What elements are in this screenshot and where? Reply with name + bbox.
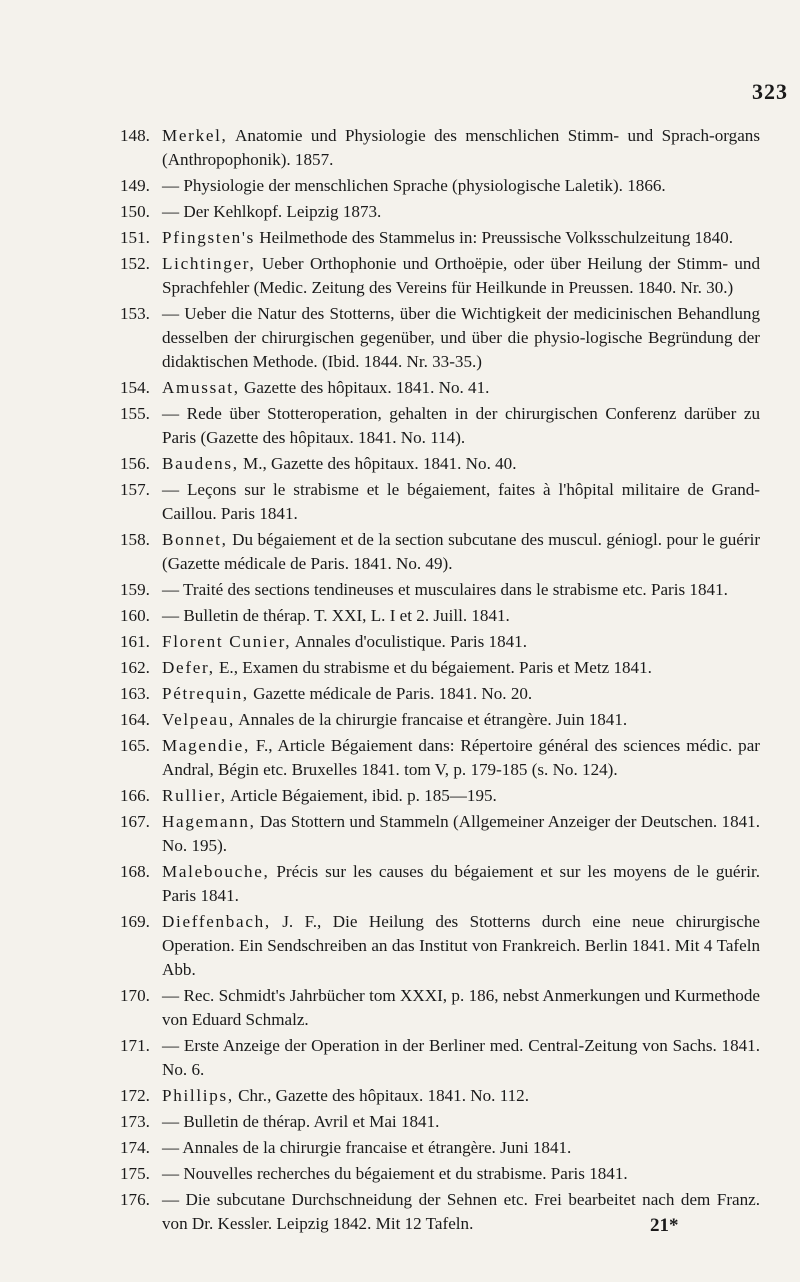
- entry-author: Rullier,: [162, 786, 227, 805]
- entry-text: [162, 784, 760, 808]
- entry-number: 153.: [120, 304, 150, 323]
- entry-text: [162, 1136, 760, 1160]
- entry-author: Dieffenbach,: [162, 912, 271, 931]
- entry-text: [162, 984, 760, 1032]
- bibliography-entry: [120, 910, 760, 982]
- entry-number: 160.: [120, 606, 150, 625]
- entry-author: Pfingsten's: [162, 228, 256, 247]
- bibliography-entry: [120, 124, 760, 172]
- bibliography-entry: [120, 708, 760, 732]
- entry-number: 167.: [120, 812, 150, 831]
- entry-text: [162, 578, 760, 602]
- bibliography-entry: [120, 810, 760, 858]
- entry-text: [162, 478, 760, 526]
- bibliography-entry: [120, 734, 760, 782]
- entry-number: 174.: [120, 1138, 150, 1157]
- entry-body: — Erste Anzeige der Operation in der Berliner med. Central-Zeitung von Sachs. 1841. No. 6.: [162, 1036, 760, 1079]
- entry-text: [162, 860, 760, 908]
- bibliography-entry: [120, 1110, 760, 1134]
- entry-body: Précis sur les causes du bégaiement et sur les moyens de le guérir. Paris 1841.: [162, 862, 760, 905]
- entry-body: — Die subcutane Durchschneidung der Sehnen etc. Frei bearbeitet nach dem Franz. von Dr. Kessler. Leipzig 1842. Mit 12 Tafeln.: [162, 1190, 760, 1233]
- entry-number: 166.: [120, 786, 150, 805]
- entry-author: Phillips,: [162, 1086, 234, 1105]
- bibliography-entry: [120, 1162, 760, 1186]
- entry-author: Lichtinger,: [162, 254, 256, 273]
- entry-body: Gazette des hôpitaux. 1841. No. 41.: [243, 378, 490, 397]
- entry-number: 162.: [120, 658, 150, 677]
- entry-text: [162, 630, 760, 654]
- entry-text: [162, 124, 760, 172]
- bibliography-entry: [120, 528, 760, 576]
- entry-number: 170.: [120, 986, 150, 1005]
- entry-number: 151.: [120, 228, 150, 247]
- entry-text: [162, 252, 760, 300]
- bibliography-entry: [120, 656, 760, 680]
- page-number: 323: [752, 79, 788, 104]
- sheet-signature: 21*: [650, 1215, 679, 1236]
- entry-text: [162, 1084, 760, 1108]
- entry-author: Magendie,: [162, 736, 250, 755]
- entry-number: 172.: [120, 1086, 150, 1105]
- entry-body: — Nouvelles recherches du bégaiement et du strabisme. Paris 1841.: [162, 1164, 628, 1183]
- entry-number: 163.: [120, 684, 150, 703]
- entry-number: 169.: [120, 912, 150, 931]
- entry-text: [162, 1034, 760, 1082]
- entry-number: 175.: [120, 1164, 150, 1183]
- entry-body: — Der Kehlkopf. Leipzig 1873.: [162, 202, 382, 221]
- entry-author: Amussat,: [162, 378, 240, 397]
- entry-number: 152.: [120, 254, 150, 273]
- entry-number: 158.: [120, 530, 150, 549]
- entry-text: [162, 910, 760, 982]
- entry-text: [162, 376, 760, 400]
- entry-number: 154.: [120, 378, 150, 397]
- bibliography-entry: [120, 682, 760, 706]
- entry-number: 150.: [120, 202, 150, 221]
- entry-number: 157.: [120, 480, 150, 499]
- entry-author: Florent Cunier,: [162, 632, 292, 651]
- entry-text: [162, 656, 760, 680]
- entry-number: 159.: [120, 580, 150, 599]
- entry-number: 156.: [120, 454, 150, 473]
- entry-text: [162, 528, 760, 576]
- entry-body: — Bulletin de thérap. T. XXI, L. I et 2. Juill. 1841.: [162, 606, 510, 625]
- bibliography-entry: [120, 402, 760, 450]
- entry-number: 173.: [120, 1112, 150, 1131]
- entry-body: Chr., Gazette des hôpitaux. 1841. No. 112.: [238, 1086, 529, 1105]
- bibliography-entry: [120, 604, 760, 628]
- entry-text: [162, 1162, 760, 1186]
- entry-body: Heilmethode des Stammelus in: Preussische Volksschulzeitung 1840.: [259, 228, 733, 247]
- entry-number: 171.: [120, 1036, 150, 1055]
- entry-body: Anatomie und Physiologie des menschlichen Stimm- und Sprach-organs (Anthropophonik). 1857.: [162, 126, 760, 169]
- entry-body: — Traité des sections tendineuses et musculaires dans le strabisme etc. Paris 1841.: [162, 580, 728, 599]
- entry-body: Ueber Orthophonie und Orthoëpie, oder über Heilung der Stimm- und Sprachfehler (Medic. Zeitung des Vereins für Heilkunde in Preussen. 1840. Nr. 30.): [162, 254, 760, 297]
- bibliography-entry: [120, 452, 760, 476]
- entry-body: Article Bégaiement, ibid. p. 185—195.: [230, 786, 497, 805]
- entry-body: Du bégaiement et de la section subcutane des muscul. géniogl. pour le guérir (Gazette médicale de Paris. 1841. No. 49).: [162, 530, 761, 573]
- bibliography-entry: [120, 578, 760, 602]
- entry-author: Baudens,: [162, 454, 239, 473]
- entry-body: — Ueber die Natur des Stotterns, über die Wichtigkeit der medicinischen Behandlung desselben der chirurgischen gegenüber, und über die physio-logische Begründung der didaktischen Methode. (Ibid. 1844. Nr. 33-35.): [162, 304, 760, 371]
- entry-body: Annales de la chirurgie francaise et étrangère. Juin 1841.: [238, 710, 628, 729]
- entry-text: [162, 682, 760, 706]
- entry-author: Velpeau,: [162, 710, 235, 729]
- bibliography-entry: [120, 478, 760, 526]
- entry-author: Defer,: [162, 658, 215, 677]
- entry-text: [162, 302, 760, 374]
- entry-body: M., Gazette des hôpitaux. 1841. No. 40.: [243, 454, 517, 473]
- entry-number: 168.: [120, 862, 150, 881]
- entry-author: Bonnet,: [162, 530, 228, 549]
- entry-body: — Leçons sur le strabisme et le bégaiement, faites à l'hôpital militaire de Grand-Caillou. Paris 1841.: [162, 480, 760, 523]
- bibliography-entry: [120, 1084, 760, 1108]
- entry-text: [162, 604, 760, 628]
- entry-number: 161.: [120, 632, 150, 651]
- entry-body: — Bulletin de thérap. Avril et Mai 1841.: [162, 1112, 440, 1131]
- bibliography-entry: [120, 226, 760, 250]
- entry-body: — Rede über Stotteroperation, gehalten in der chirurgischen Conferenz darüber zu Paris (Gazette des hôpitaux. 1841. No. 114).: [162, 404, 760, 447]
- entry-number: 164.: [120, 710, 150, 729]
- entry-text: [162, 452, 760, 476]
- entry-text: [162, 734, 760, 782]
- bibliography-list: [120, 124, 760, 1238]
- bibliography-entry: [120, 252, 760, 300]
- entry-body: Annales d'oculistique. Paris 1841.: [294, 632, 528, 651]
- entry-author: Pétrequin,: [162, 684, 249, 703]
- entry-number: 149.: [120, 176, 150, 195]
- entry-text: [162, 200, 760, 224]
- bibliography-entry: [120, 984, 760, 1032]
- entry-number: 155.: [120, 404, 150, 423]
- entry-text: [162, 174, 760, 198]
- entry-body: Gazette médicale de Paris. 1841. No. 20.: [253, 684, 533, 703]
- bibliography-entry: [120, 376, 760, 400]
- entry-author: Malebouche,: [162, 862, 270, 881]
- entry-body: E., Examen du strabisme et du bégaiement. Paris et Metz 1841.: [218, 658, 652, 677]
- entry-number: 148.: [120, 126, 150, 145]
- bibliography-entry: [120, 1034, 760, 1082]
- entry-text: [162, 1110, 760, 1134]
- entry-number: 176.: [120, 1190, 150, 1209]
- bibliography-entry: [120, 860, 760, 908]
- entry-text: [162, 402, 760, 450]
- entry-text: [162, 810, 760, 858]
- bibliography-entry: [120, 200, 760, 224]
- entry-text: [162, 708, 760, 732]
- entry-body: — Rec. Schmidt's Jahrbücher tom XXXI, p. 186, nebst Anmerkungen und Kurmethode von Eduard Schmalz.: [162, 986, 760, 1029]
- entry-number: 165.: [120, 736, 150, 755]
- entry-body: F., Article Bégaiement dans: Répertoire général des sciences médic. par Andral, Bégin etc. Bruxelles 1841. tom V, p. 179-185 (s. No. 124).: [162, 736, 760, 779]
- entry-body: — Physiologie der menschlichen Sprache (physiologische Laletik). 1866.: [162, 176, 666, 195]
- bibliography-entry: [120, 302, 760, 374]
- bibliography-entry: [120, 784, 760, 808]
- entry-author: Hagemann,: [162, 812, 256, 831]
- bibliography-entry: [120, 174, 760, 198]
- entry-body: J. F., Die Heilung des Stotterns durch eine neue chirurgische Operation. Ein Sendschreiben an das Institut von Frankreich. Berlin 1841. Mit 4 Tafeln Abb.: [162, 912, 760, 979]
- bibliography-entry: [120, 630, 760, 654]
- entry-body: — Annales de la chirurgie francaise et étrangère. Juni 1841.: [162, 1138, 572, 1157]
- entry-body: Das Stottern und Stammeln (Allgemeiner Anzeiger der Deutschen. 1841. No. 195).: [162, 812, 760, 855]
- entry-text: [162, 226, 760, 250]
- entry-author: Merkel,: [162, 126, 228, 145]
- bibliography-entry: [120, 1136, 760, 1160]
